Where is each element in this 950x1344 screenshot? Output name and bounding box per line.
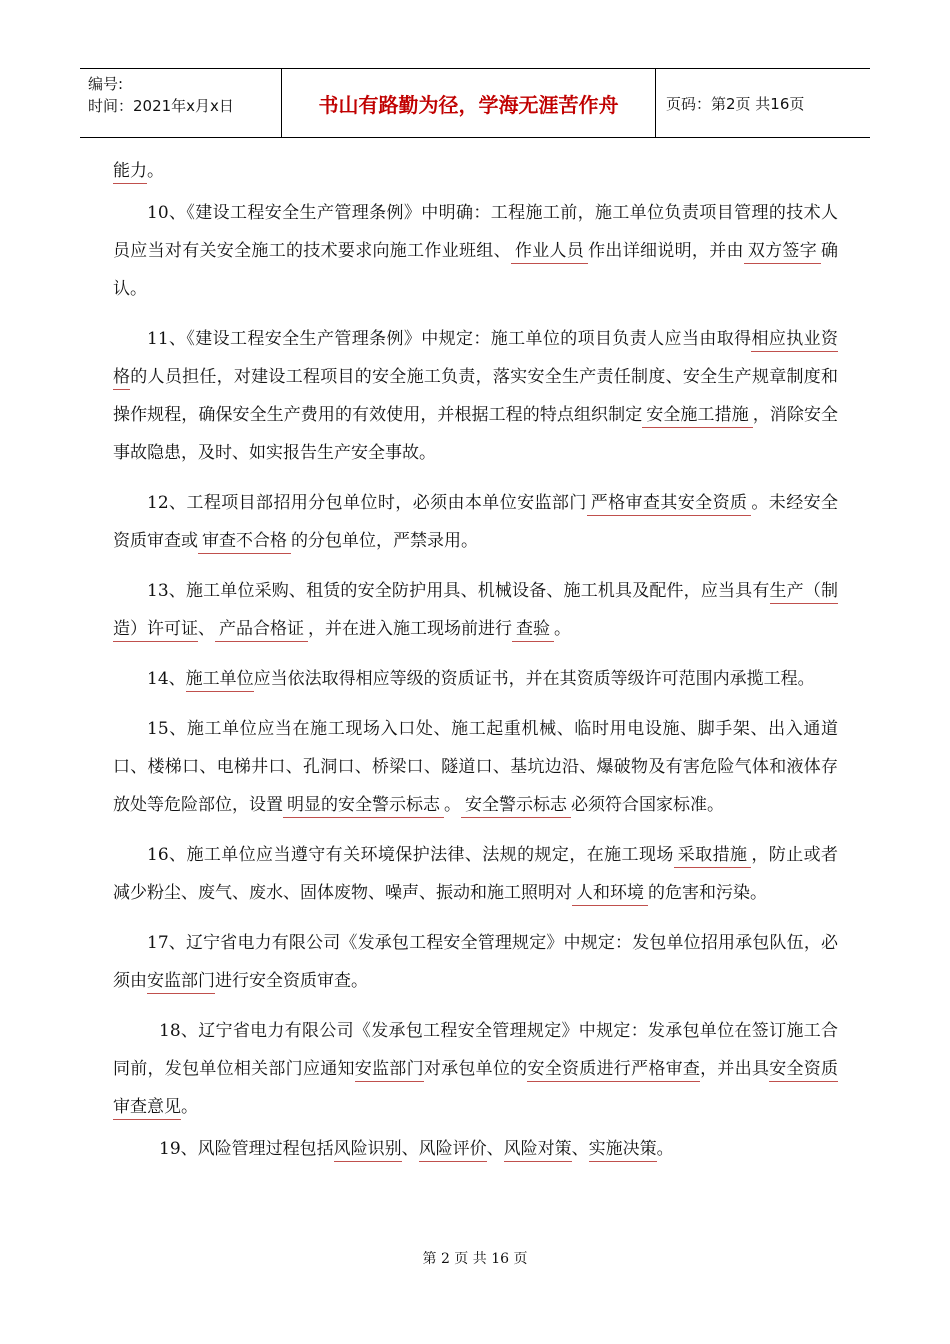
paragraph-13	[113, 572, 838, 648]
document-body	[113, 152, 838, 1180]
paragraph-12	[113, 484, 838, 560]
answer-blank: 风险评价	[419, 1139, 487, 1162]
paragraph-text: 进行安全资质审查。	[215, 971, 368, 991]
paragraph-16	[113, 836, 838, 912]
answer-blank: 安全警示标志	[461, 795, 571, 818]
paragraph-text: ，并出具	[700, 1059, 770, 1079]
paragraph-text: 10、《建设工程安全生产管理条例》中明确：工程施工前，施工单位负责项目管理的技术人员应当对有关安全施工的技术要求向施工作业班组、	[113, 203, 838, 261]
answer-blank: 风险识别	[334, 1139, 402, 1162]
paragraph-14	[113, 660, 838, 698]
document-number-label: 编号:	[88, 75, 124, 93]
answer-blank: 人和环境	[572, 883, 648, 906]
answer-blank: 安监部门	[147, 971, 215, 994]
paragraph-text: 19、风险管理过程包括	[159, 1139, 334, 1159]
paragraph-text: 、	[401, 1139, 419, 1159]
answer-blank: 能力	[113, 161, 147, 184]
paragraph-text: 、	[571, 1139, 589, 1159]
answer-blank: 施工单位	[186, 669, 254, 692]
header-page-info: 页码：第2页 共16页	[666, 94, 805, 113]
paragraph-17	[113, 924, 838, 1000]
paragraph-text: 。未经安全资质审查或	[113, 493, 839, 551]
paragraph-text: ，防止或者减少粉尘、废气、废水、固体废物、噪声、振动和施工照明对	[113, 845, 839, 903]
paragraph-text: 14、	[147, 669, 186, 689]
paragraph-text: ，消除安全事故隐患，及时、如实报告生产安全事故。	[113, 405, 839, 463]
paragraph-text: 的人员担任，对建设工程项目的安全施工负责，落实安全生产责任制度、安全生产规章制度和操作规程，确保安全生产费用的有效使用，并根据工程的特点组织制定	[113, 367, 839, 425]
page-header	[80, 68, 870, 138]
paragraph-11	[113, 320, 838, 472]
paragraph-text: 的危害和污染。	[648, 883, 767, 903]
paragraph-text: 、	[486, 1139, 504, 1159]
paragraph-10	[113, 194, 838, 308]
paragraph-text: 18、辽宁省电力有限公司《发承包工程安全管理规定》中规定：发承包单位在签订施工合同前，发包单位相关部门应通知	[113, 1021, 838, 1079]
answer-blank: 实施决策	[589, 1139, 657, 1162]
paragraph-text: 。	[656, 1139, 674, 1159]
paragraph-text: 15、施工单位应当在施工现场入口处、施工起重机械、临时用电设施、脚手架、出入通道口、楼梯口、电梯井口、孔洞口、桥梁口、隧道口、基坑边沿、爆破物及有害危险气体和液体存放处等危险部位，设置	[113, 719, 838, 815]
answer-blank: 安全资质审查意见	[113, 1059, 838, 1120]
answer-blank: 严格审查其安全资质	[587, 493, 752, 516]
answer-blank: 产品合格证	[215, 619, 308, 642]
answer-blank: 查验	[512, 619, 554, 642]
header-motto: 书山有路勤为径，学海无涯苦作舟	[282, 69, 656, 137]
header-meta	[80, 69, 282, 137]
paragraph-text: ，并在进入施工现场前进行	[308, 619, 512, 639]
paragraph-18	[113, 1012, 838, 1126]
paragraph-text: 。	[444, 795, 461, 815]
answer-blank: 相应执业资格	[113, 329, 838, 390]
paragraph-text: 确认。	[113, 241, 839, 299]
paragraph-text: 对承包单位的	[423, 1059, 528, 1079]
paragraph-text: 作出详细说明，并由	[588, 241, 744, 261]
paragraph-text: 13、施工单位采购、租赁的安全防护用具、机械设备、施工机具及配件，应当具有	[147, 581, 770, 601]
paragraph-text: 17、辽宁省电力有限公司《发承包工程安全管理规定》中规定：发包单位招用承包队伍，必须由	[113, 933, 838, 991]
answer-blank: 作业人员	[511, 241, 588, 264]
paragraph-continuation	[113, 152, 838, 190]
page-footer: 第 2 页 共 16 页	[422, 1251, 528, 1267]
paragraph-text: 、	[198, 619, 215, 639]
paragraph-text: 必须符合国家标准。	[571, 795, 724, 815]
paragraph-text: 16、施工单位应当遵守有关环境保护法律、法规的规定，在施工现场	[147, 845, 674, 865]
answer-blank: 安全施工措施	[642, 405, 752, 428]
answer-blank: 风险对策	[504, 1139, 572, 1162]
answer-blank: 审查不合格	[198, 531, 291, 554]
paragraph-text: 应当依法取得相应等级的资质证书，并在其资质等级许可范围内承揽工程。	[253, 669, 815, 689]
paragraph-text: 12、工程项目部招用分包单位时，必须由本单位安监部门	[147, 493, 587, 513]
document-date: 时间：2021年x月x日	[88, 97, 234, 115]
answer-blank: 安全资质进行严格审查	[527, 1059, 700, 1082]
answer-blank: 明显的安全警示标志	[283, 795, 444, 818]
answer-blank: 生产（制造）许可证	[113, 581, 838, 642]
paragraph-text: 。	[147, 161, 164, 181]
answer-blank: 安监部门	[355, 1059, 424, 1082]
answer-blank: 采取措施	[674, 845, 752, 868]
paragraph-15	[113, 710, 838, 824]
paragraph-text: 。	[181, 1097, 198, 1117]
paragraph-text: 11、《建设工程安全生产管理条例》中规定：施工单位的项目负责人应当由取得	[147, 329, 752, 349]
answer-blank: 双方签字	[744, 241, 821, 264]
paragraph-text: 。	[554, 619, 571, 639]
paragraph-19	[113, 1130, 838, 1168]
paragraph-text: 的分包单位，严禁录用。	[291, 531, 478, 551]
